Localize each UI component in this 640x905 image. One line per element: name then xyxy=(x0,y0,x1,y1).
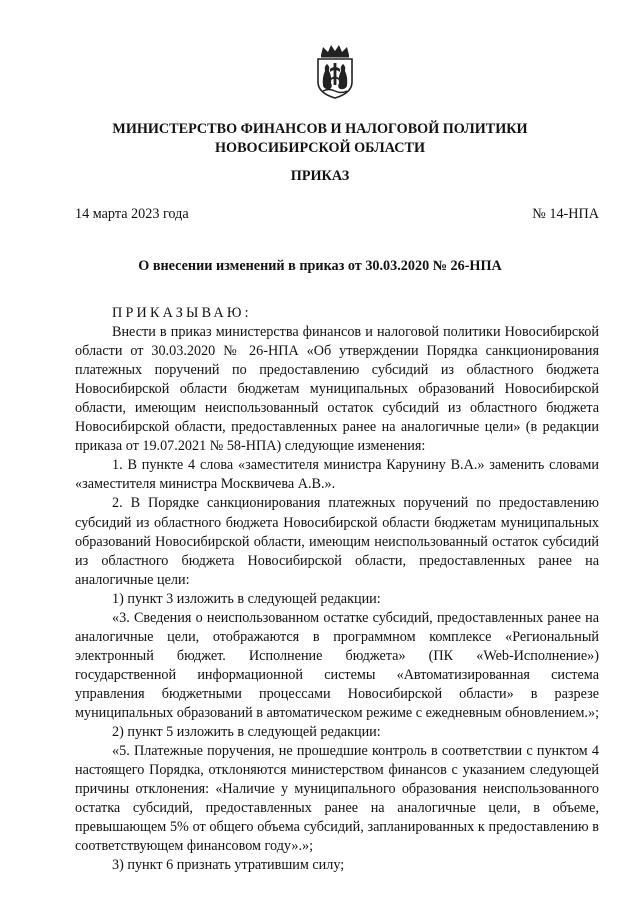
body-paragraph: 1. В пункте 4 слова «заместителя министра Карунину В.А.» заменить словами «заместителя министра Москвичева А.В.». xyxy=(75,457,599,493)
body-paragraph: Внести в приказ министерства финансов и налоговой политики Новосибирской области от 30.03.2020 № 26-НПА «Об утверждении Порядка санкционирования платежных поручений по предоставлению субсидий из областного бюджета Новосибирской области бюджетам муниципальных образований Новосибирской области, имеющим неиспользованный остаток субсидий из областного бюджета Новосибирской области, предоставленных ранее на аналогичные цели» (в редакции приказа от 19.07.2021 № 58-НПА) следующие изменения: xyxy=(75,324,599,455)
body-paragraph: 1) пункт 3 изложить в следующей редакции: xyxy=(112,590,381,607)
body-paragraph: «3. Сведения о неиспользованном остатке субсидий, предоставленных ранее на аналогичные цели, отображаются в программном комплексе «Региональный электронный бюджет. Исполнение бюджета» (ПК «Web-Исполнение») государственной информационной системы «Автоматизированная система управления бюджетными процессами Новосибирской области» в разрезе муниципальных образований в автоматическом режиме с ежедневным обновлением.»; xyxy=(75,609,600,721)
body-paragraph: 2) пункт 5 изложить в следующей редакции: xyxy=(112,724,381,741)
novosibirsk-coat-of-arms-icon xyxy=(311,42,359,100)
ministry-name xyxy=(60,120,580,158)
document-number: № 14-НПА xyxy=(532,206,599,222)
ministry-name-line-2: НОВОСИБИРСКОЙ ОБЛАСТИ xyxy=(215,140,425,156)
ministry-name-line-1: МИНИСТЕРСТВО ФИНАНСОВ И НАЛОГОВОЙ ПОЛИТИКИ xyxy=(112,121,528,137)
document-subject: О внесении изменений в приказ от 30.03.2020 № 26-НПА xyxy=(138,258,502,274)
body-paragraph: 2. В Порядке санкционирования платежных поручений по предоставлению субсидий из областного бюджета Новосибирской области бюджетам муниципальных образований Новосибирской области, имеющим неиспользованный остаток субсидий из областного бюджета Новосибирской области, предоставленных ранее на аналогичные цели: xyxy=(75,495,599,588)
document-type: ПРИКАЗ xyxy=(290,168,350,184)
body-paragraph: 3) пункт 6 признать утратившим силу; xyxy=(112,857,345,874)
order-word: ПРИКАЗЫВАЮ: xyxy=(112,305,252,321)
document-body xyxy=(75,304,599,875)
document-date: 14 марта 2023 года xyxy=(75,206,189,222)
body-paragraph: «5. Платежные поручения, не прошедшие контроль в соответствии с пунктом 4 настоящего Порядка, отклоняются министерством финансов с указанием следующей причины отклонения: «Наличие у муниципального образования неиспользованного остатка субсидий, предоставленных ранее на аналогичные цели, в объеме, превышающем 5% от общего объема субсидий, запланированных к предоставлению в соответствующем финансовом году».»; xyxy=(75,743,599,855)
